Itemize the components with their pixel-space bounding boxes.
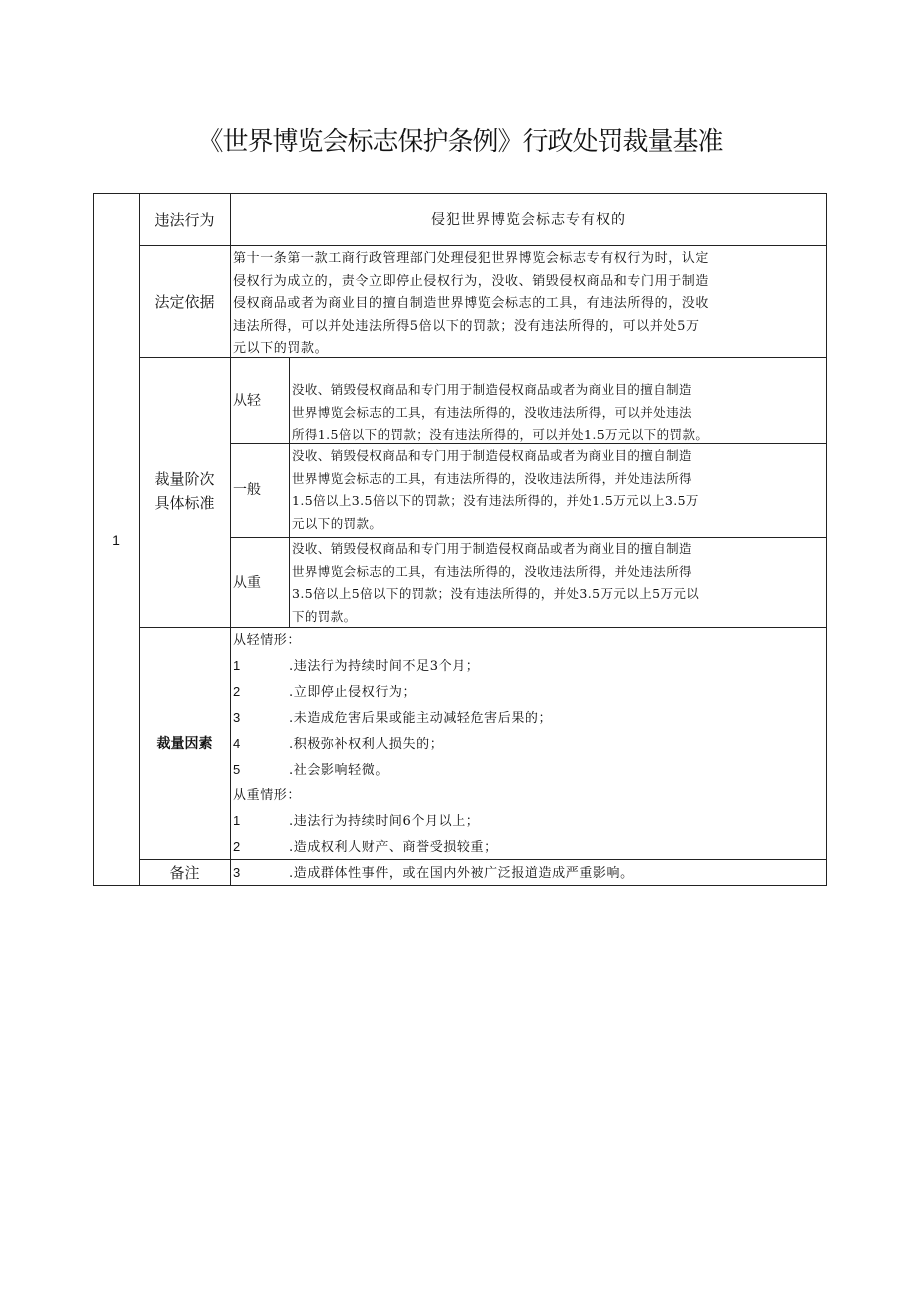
level-line: 所得1.5倍以下的罚款；没有违法所得的，可以并处1.5万元以下的罚款。	[292, 427, 709, 442]
factors-heavy-heading: 从重情形：	[233, 788, 302, 803]
factor-item	[233, 757, 828, 783]
factor-num: 5	[233, 762, 241, 777]
violation-text: 侵犯世界博览会标志专有权的	[431, 212, 626, 228]
factor-text: .社会影响轻微。	[289, 763, 389, 778]
level-line: 下的罚款。	[292, 608, 357, 624]
level-line: 没收、销毁侵权商品和专门用于制造侵权商品或者为商业目的擅自制造	[292, 541, 692, 556]
factor-text: .违法行为持续时间不足3个月；	[289, 659, 480, 674]
level-general-name: 一般	[233, 482, 261, 498]
level-line: 3.5倍以上5倍以下的罚款；没有违法所得的，并处3.5万元以上5万元以	[292, 586, 700, 601]
level-line: 没收、销毁侵权商品和专门用于制造侵权商品或者为商业目的擅自制造	[292, 448, 692, 463]
legal-basis-line: 侵权商品或者为商业目的擅自制造世界博览会标志的工具，有违法所得的，没收	[233, 296, 710, 311]
level-line: 世界博览会标志的工具，有违法所得的，没收违法所得，并处违法所得	[292, 470, 692, 486]
standard-label: 裁量阶次具体标准	[154, 471, 215, 512]
factor-text: .造成群体性事件，或在国内外被广泛报道造成严重影响。	[289, 866, 634, 881]
level-line: 没收、销毁侵权商品和专门用于制造侵权商品或者为商业目的擅自制造	[292, 382, 692, 397]
document-title: 《世界博览会标志保护条例》行政处罚裁量基准	[197, 127, 723, 157]
factor-num: 4	[233, 736, 241, 751]
factor-text: .违法行为持续时间6个月以上；	[289, 814, 480, 829]
legal-basis-line: 侵权行为成立的，责令立即停止侵权行为，没收、销毁侵权商品和专门用于制造	[233, 273, 710, 289]
factor-text: .立即停止侵权行为；	[289, 685, 417, 700]
factor-num: 1	[233, 813, 241, 828]
level-line: 1.5倍以上3.5倍以下的罚款；没有违法所得的，并处1.5万元以上3.5万	[292, 493, 699, 508]
violation-label: 违法行为	[154, 211, 215, 229]
legal-basis-text	[231, 248, 828, 357]
factors-label: 裁量因素	[156, 735, 213, 751]
factor-num: 1	[233, 658, 241, 673]
factor-item	[233, 808, 828, 834]
factor-item	[233, 653, 828, 679]
factor-num: 2	[233, 684, 241, 699]
legal-basis-line: 第十一条第一款工商行政管理部门处理侵犯世界博览会标志专有权行为时，认定	[233, 251, 710, 266]
factor-item	[233, 679, 828, 705]
factor-num: 3	[233, 865, 241, 880]
factor-text: .未造成危害后果或能主动减轻危害后果的；	[289, 711, 553, 726]
remarks-label: 备注	[169, 864, 200, 882]
factors-light-heading: 从轻情形：	[233, 633, 302, 648]
legal-basis-label: 法定依据	[154, 293, 215, 311]
factor-num: 2	[233, 839, 241, 854]
level-light-name: 从轻	[233, 393, 261, 409]
level-line: 世界博览会标志的工具，有违法所得的，没收违法所得，可以并处违法	[292, 404, 692, 420]
level-heavy-text	[290, 538, 828, 627]
level-line: 元以下的罚款。	[292, 515, 383, 531]
level-heavy-name: 从重	[233, 575, 261, 591]
factor-item	[233, 705, 828, 731]
factor-item	[233, 731, 828, 757]
factor-item	[233, 834, 828, 860]
level-light-text	[290, 379, 828, 443]
penalty-table	[93, 193, 827, 886]
legal-basis-line: 违法所得，可以并处违法所得5倍以下的罚款；没有违法所得的，可以并处5万	[233, 318, 700, 334]
factor-num: 3	[233, 710, 241, 725]
sequence-number: 1	[112, 531, 120, 548]
factor-text: .造成权利人财产、商誉受损较重；	[289, 840, 498, 855]
factor-text: .积极弥补权利人损失的；	[289, 737, 444, 752]
remarks-text	[231, 860, 828, 885]
level-general-text	[290, 445, 828, 537]
legal-basis-line: 元以下的罚款。	[233, 341, 329, 356]
level-line: 世界博览会标志的工具，有违法所得的，没收违法所得，并处违法所得	[292, 563, 692, 579]
factors-text	[231, 628, 828, 881]
